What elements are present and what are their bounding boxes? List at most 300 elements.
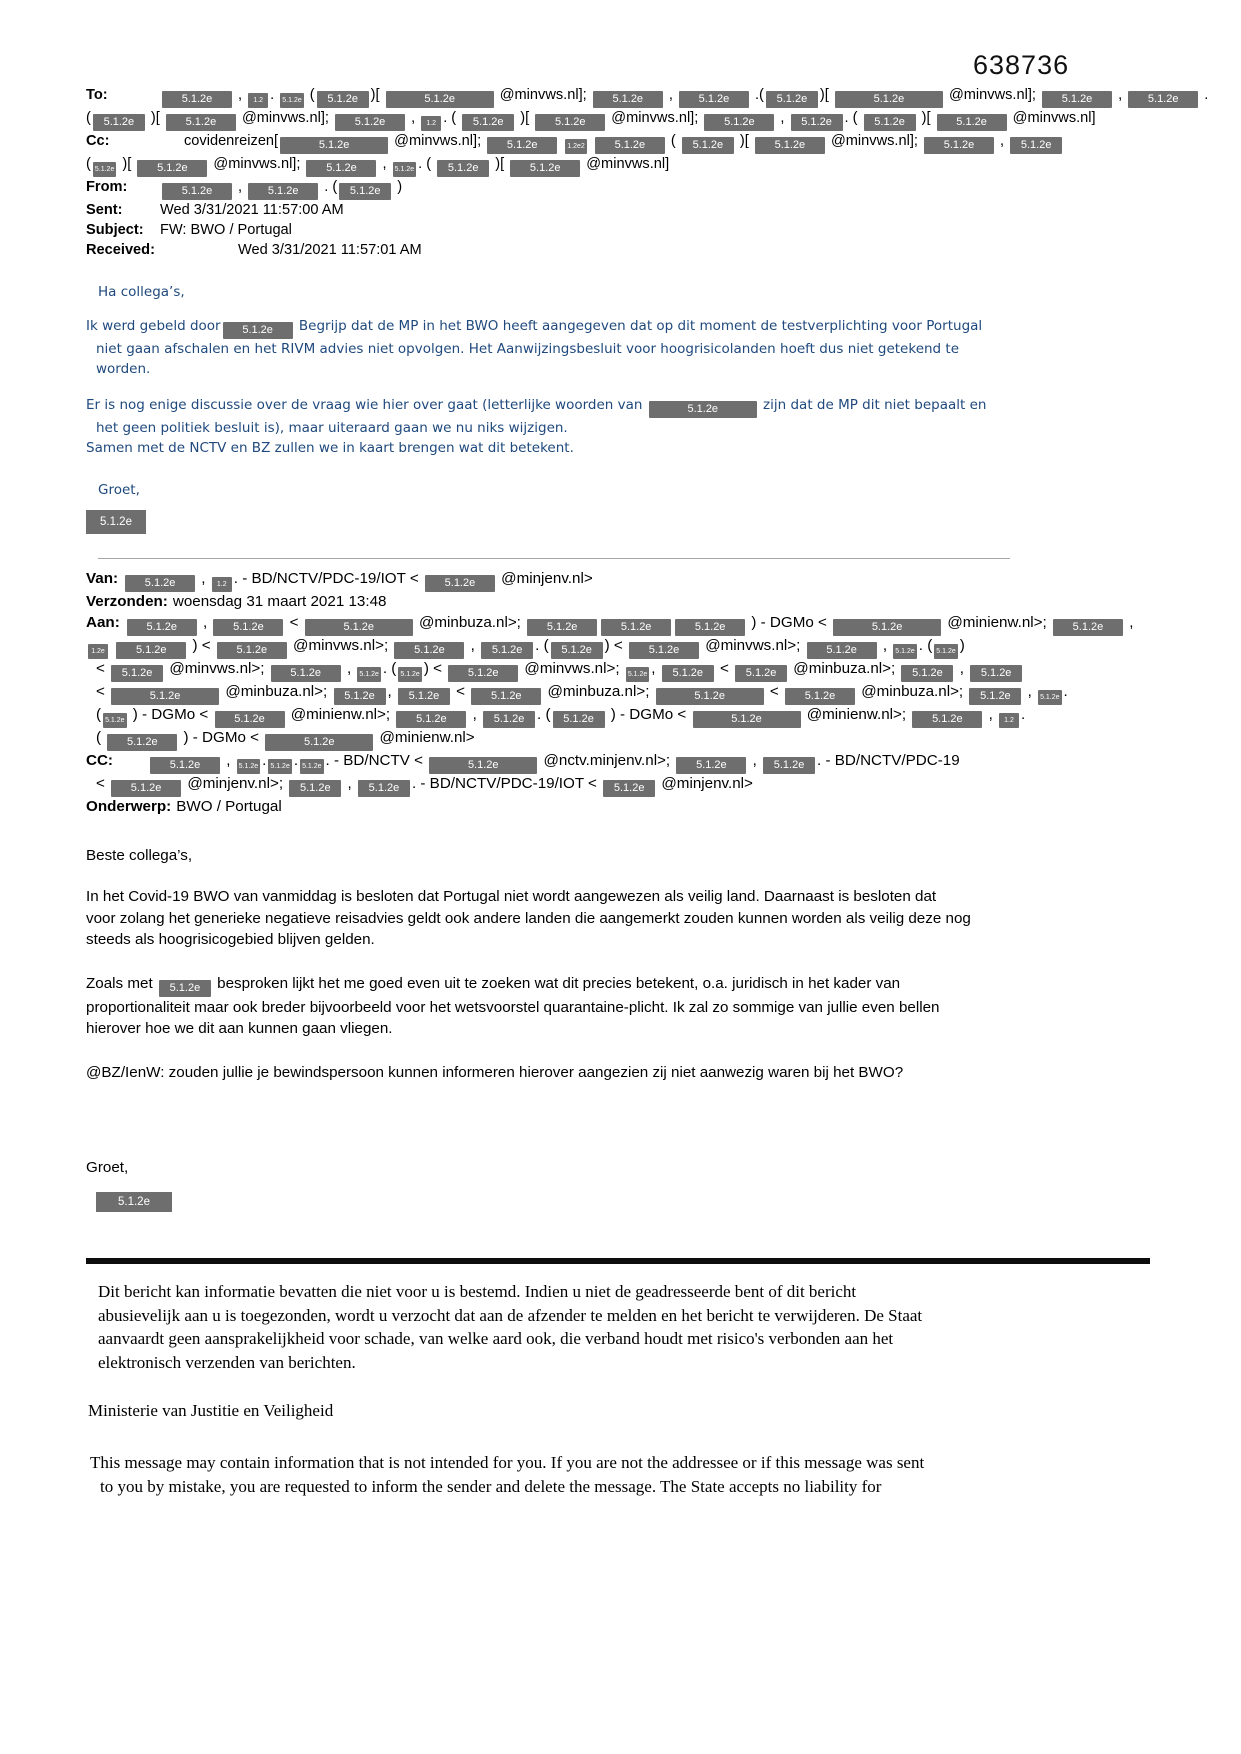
spacer — [118, 751, 148, 772]
text-run: zijn dat de MP dit niet bepaalt en — [758, 397, 987, 413]
text-run — [589, 133, 593, 149]
redaction-box: 5.1.2e — [1038, 690, 1061, 705]
header-field-label: Subject: — [86, 222, 144, 238]
text-run: , — [234, 87, 247, 103]
text-run: ) - DGMo < — [606, 705, 691, 723]
redaction-box: 5.1.2e — [969, 688, 1021, 705]
email-header-original — [86, 85, 1209, 260]
redaction-box: 5.1.2e — [271, 665, 341, 682]
redaction-box-signature: 5.1.2e — [86, 510, 146, 534]
email-body-original — [86, 284, 1166, 534]
text-run: . - BD/NCTV/PDC-19/IOT < — [233, 570, 423, 587]
text-run: ) — [959, 636, 965, 654]
text-line — [86, 1018, 1166, 1040]
text-run: FW: BWO / Portugal — [160, 222, 292, 238]
text-run: @minvws.nl]; — [390, 133, 486, 149]
text-run: . — [1063, 682, 1068, 700]
text-run: .( — [750, 87, 764, 103]
redaction-box: 5.1.2e — [735, 665, 787, 682]
text-run: )[ — [917, 110, 935, 126]
text-run: @minbuza.nl>; — [221, 682, 332, 700]
text-line — [98, 1327, 1166, 1351]
redaction-box: 5.1.2e — [317, 91, 369, 108]
text-run: ( — [86, 110, 91, 126]
text-run: )[ — [146, 110, 164, 126]
text-run: . - BD/NCTV/PDC-19 — [817, 751, 960, 769]
text-line — [86, 316, 1166, 339]
text-run: )[ — [370, 87, 384, 103]
text-line — [86, 997, 1166, 1019]
text-run: @minvws.nl] — [1008, 110, 1096, 126]
redaction-box: 5.1.2e — [111, 665, 163, 682]
text-run: @minvws.nl]; — [209, 156, 305, 172]
text-run: . - BD/NCTV < — [325, 751, 428, 769]
text-run: @minbuza.nl>; — [414, 613, 526, 631]
text-line — [86, 438, 1166, 458]
text-run: @minjenv.nl> — [496, 570, 593, 587]
text-line — [96, 728, 1166, 751]
text-line — [96, 418, 1166, 438]
text-line — [90, 1451, 1166, 1475]
text-run: , — [387, 682, 396, 700]
text-line — [96, 682, 1166, 705]
text-run: , — [1124, 613, 1134, 631]
redaction-box: 5.1.2e — [248, 183, 318, 200]
redaction-box: 5.1.2e — [280, 137, 388, 154]
redaction-box: 5.1.2e — [807, 642, 877, 659]
text-line — [96, 359, 1166, 379]
text-run: hierover hoe we dit aan kunnen gaan vliegen. — [86, 1020, 393, 1038]
redaction-box: 5.1.2e — [551, 642, 603, 659]
text-run: . — [1200, 87, 1209, 103]
text-run: . ( — [443, 110, 461, 126]
text-line — [100, 1475, 1166, 1499]
text-run: @minienw.nl>; — [943, 613, 1051, 631]
header-field-label: Van: — [86, 570, 119, 587]
text-run: . — [270, 87, 279, 103]
text-line — [86, 751, 1166, 774]
redaction-box: 5.1.2e — [127, 619, 197, 636]
redaction-box: 5.1.2e — [358, 780, 410, 797]
ministry-name: Ministerie van Justitie en Veiligheid — [88, 1401, 334, 1421]
email-body-quoted — [86, 847, 1166, 1212]
redaction-box: 5.1.2e — [675, 619, 745, 636]
redaction-box: 5.1.2e — [393, 162, 416, 177]
redaction-box: 5.1.2e — [901, 665, 953, 682]
text-run: < — [715, 659, 734, 677]
text-run: , — [664, 87, 677, 103]
redaction-box: 5.1.2e — [471, 688, 541, 705]
redaction-box: 5.1.2e — [448, 665, 518, 682]
text-run: )[ — [491, 156, 509, 172]
redaction-box: 5.1.2e — [437, 160, 489, 177]
redaction-box: 5.1.2e — [601, 619, 671, 636]
header-field-label: From: — [86, 179, 128, 195]
redaction-box: 1.2 — [999, 713, 1019, 728]
text-run: ) - DGMo < — [128, 705, 213, 723]
text-run: . - BD/NCTV/PDC-19/IOT < — [411, 774, 602, 792]
text-run: . ( — [535, 636, 549, 654]
text-run: < — [765, 682, 783, 700]
text-run: ( — [86, 156, 91, 172]
redaction-box: 5.1.2e — [864, 114, 916, 131]
text-run: ( — [96, 705, 102, 723]
text-run: @minvws.nl>; — [520, 659, 624, 677]
redaction-box: 5.1.2e — [937, 114, 1007, 131]
text-line — [96, 774, 1166, 797]
redaction-box: 5.1.2e — [755, 137, 825, 154]
text-line — [86, 131, 1166, 154]
text-run: , — [996, 133, 1009, 149]
text-run: , — [748, 751, 762, 769]
text-run: )[ — [516, 110, 534, 126]
text-run: Ik werd gebeld door — [86, 318, 221, 334]
text-run: @minjenv.nl>; — [183, 774, 288, 792]
text-run: In het Covid-19 BWO van vanmiddag is besloten dat Portugal niet wordt aangewezen als veilig land. Daarnaast is besloten dat — [86, 888, 937, 906]
redaction-box: 5.1.2e — [398, 667, 421, 682]
paragraph — [86, 886, 1166, 951]
redaction-box: 1.2 — [212, 577, 232, 592]
text-line — [86, 908, 1166, 930]
text-line — [98, 1280, 1166, 1304]
redaction-box: 5.1.2e — [116, 642, 186, 659]
redaction-box: 5.1.2e — [334, 688, 386, 705]
email-header-quoted — [86, 569, 1166, 817]
text-run: , — [1023, 682, 1037, 700]
text-run: @minvws.nl>; — [165, 659, 269, 677]
redaction-box: 5.1.2e — [217, 642, 287, 659]
redaction-box: 5.1.2e — [103, 713, 126, 728]
text-run: @minbuza.nl>; — [856, 682, 968, 700]
redaction-box: 5.1.2e — [535, 114, 605, 131]
redaction-box: 5.1.2e — [125, 575, 195, 592]
redaction-box: 1.2e — [88, 644, 108, 659]
text-run: abusievelijk aan u is toegezonden, wordt u verzocht dat aan de afzender te melden en het bericht te verwijderen. De Staat — [98, 1305, 923, 1325]
text-run: Begrijp dat de MP in het BWO heeft aangegeven dat op dit moment de testverplichting voor Portugal — [294, 318, 983, 334]
text-run: proportionaliteit maar ook breder bijvoorbeeld voor het wetsvoorstel quarantaine-plicht. Ik zal zo sommige van jullie even bellen — [86, 998, 940, 1016]
redaction-box: 5.1.2e — [289, 780, 341, 797]
redaction-box: 1.2 — [248, 93, 268, 108]
text-line — [86, 395, 1166, 418]
header-field-label: Sent: — [86, 202, 123, 218]
redaction-box: 5.1.2e — [93, 162, 116, 177]
text-run: @minvws.nl]; — [826, 133, 922, 149]
redaction-box: 5.1.2e — [626, 667, 649, 682]
text-run: , — [407, 110, 420, 126]
text-run: ( — [305, 87, 315, 103]
paragraph — [86, 973, 1166, 1040]
redaction-box: 5.1.2e — [553, 711, 605, 728]
redaction-box: 5.1.2e — [335, 114, 405, 131]
redaction-box: 5.1.2e — [137, 160, 207, 177]
text-run: @minvws.nl>; — [288, 636, 393, 654]
text-run: < — [96, 774, 110, 792]
redaction-box-signature: 5.1.2e — [96, 1192, 172, 1212]
redaction-box: 5.1.2e — [656, 688, 764, 705]
text-run: , — [198, 613, 212, 631]
redaction-box: 5.1.2e — [629, 642, 699, 659]
redaction-box: 5.1.2e — [305, 619, 413, 636]
text-run: ) — [393, 179, 403, 195]
redaction-box: 5.1.2e — [483, 711, 535, 728]
redaction-box: 5.1.2e — [510, 160, 580, 177]
text-run: worden. — [96, 361, 151, 377]
text-line — [86, 636, 1166, 659]
header-field-label: Received: — [86, 242, 155, 258]
redaction-box: 5.1.2e — [306, 160, 376, 177]
text-run: < — [96, 659, 110, 677]
redaction-box: 5.1.2e — [213, 619, 283, 636]
text-run: . — [1021, 705, 1026, 723]
paragraph — [86, 395, 1166, 458]
disclaimer-english — [86, 1451, 1166, 1498]
text-run: , — [468, 705, 482, 723]
redaction-box: 5.1.2e — [398, 688, 450, 705]
text-run: , — [651, 659, 660, 677]
text-run: < — [451, 682, 470, 700]
text-run: . ( — [918, 636, 933, 654]
text-run: @nctv.minjenv.nl>; — [539, 751, 675, 769]
redaction-box: 5.1.2e — [833, 619, 941, 636]
redaction-box: 5.1.2e — [386, 91, 494, 108]
text-run — [559, 133, 563, 149]
redaction-box: 5.1.2e — [649, 401, 757, 418]
text-run: ) < — [423, 659, 447, 677]
spacer — [160, 240, 238, 260]
text-run: , — [222, 751, 235, 769]
redaction-box: 5.1.2e — [487, 137, 557, 154]
text-line — [86, 613, 1166, 636]
redaction-box: 5.1.2e — [268, 759, 291, 774]
text-run: BWO / Portugal — [176, 797, 282, 815]
text-run: , — [1114, 87, 1127, 103]
redaction-box: 5.1.2e — [527, 619, 597, 636]
redaction-box: 5.1.2e — [150, 757, 220, 774]
text-run: steeds als hoogrisicogebied blijven gelden. — [86, 931, 375, 949]
text-line — [86, 797, 1166, 818]
text-run: Dit bericht kan informatie bevatten die niet voor u is bestemd. Indien u niet de geadresseerde bent of dit bericht — [98, 1282, 857, 1302]
redaction-box: 5.1.2e — [593, 91, 663, 108]
greeting-text: Ha collega’s, — [98, 284, 185, 300]
redaction-box: 5.1.2e — [595, 137, 665, 154]
header-field-label: Cc: — [86, 133, 110, 149]
text-line — [96, 339, 1166, 359]
header-field-label: CC: — [86, 751, 113, 769]
header-field-label: Verzonden: — [86, 593, 168, 610]
redaction-box: 5.1.2e — [934, 644, 957, 659]
disclaimer-dutch — [86, 1280, 1166, 1374]
text-run: )[ — [819, 87, 833, 103]
redaction-box: 5.1.2e — [280, 93, 303, 108]
text-run: )[ — [118, 156, 136, 172]
text-run: ) - DGMo < — [179, 728, 264, 746]
redaction-box: 5.1.2e — [111, 780, 181, 797]
redaction-box: 5.1.2e — [603, 780, 655, 797]
redaction-box: 5.1.2e — [1053, 619, 1123, 636]
text-run: . ( — [418, 156, 436, 172]
text-run: @minienw.nl>; — [286, 705, 395, 723]
text-line — [86, 1062, 1166, 1084]
redaction-box: 5.1.2e — [394, 642, 464, 659]
redaction-box: 5.1.2e — [223, 322, 293, 339]
text-line — [86, 569, 1166, 592]
text-run: @minbuza.nl>; — [543, 682, 654, 700]
text-run: ) < — [604, 636, 627, 654]
text-line — [98, 1304, 1166, 1328]
text-line — [96, 659, 1166, 682]
text-run: , — [343, 774, 356, 792]
text-line — [86, 592, 1166, 613]
text-run: aanvaardt geen aansprakelijkheid voor schade, van welke aard ook, die verband houdt met risico's verbonden aan het — [98, 1329, 894, 1349]
text-line — [86, 929, 1166, 951]
document-content — [86, 0, 1209, 1498]
text-line — [86, 200, 1166, 220]
text-run: Wed 3/31/2021 11:57:00 AM — [160, 202, 344, 218]
redaction-box: 5.1.2e — [481, 642, 533, 659]
text-line — [86, 85, 1209, 108]
text-run: Zoals met — [86, 974, 157, 992]
text-run: @minienw.nl> — [375, 728, 475, 746]
spacer — [160, 131, 184, 151]
text-run: , — [878, 636, 892, 654]
text-line — [86, 177, 1166, 200]
text-run: , — [342, 659, 356, 677]
redaction-box: 5.1.2e — [166, 114, 236, 131]
redaction-box: 5.1.2e — [339, 183, 391, 200]
text-run: . ( — [382, 659, 397, 677]
separator-line — [98, 558, 1010, 559]
redaction-box: 5.1.2e — [662, 665, 714, 682]
redaction-box: 5.1.2e — [693, 711, 801, 728]
text-line — [96, 705, 1166, 728]
redaction-box: 5.1.2e — [162, 183, 232, 200]
redaction-box: 5.1.2e — [93, 114, 145, 131]
text-run: elektronisch verzenden van berichten. — [98, 1352, 356, 1372]
text-line — [86, 886, 1166, 908]
text-run: to you by mistake, you are requested to inform the sender and delete the message. The State accepts no liability for — [100, 1476, 882, 1496]
text-run: . — [262, 751, 267, 769]
text-line — [86, 973, 1166, 997]
text-run: < — [96, 682, 110, 700]
text-run: @minvws.nl>; — [701, 636, 805, 654]
redaction-box: 5.1.2e — [912, 711, 982, 728]
redaction-box: 5.1.2e — [265, 734, 373, 751]
text-run: . ( — [537, 705, 551, 723]
text-run: ) < — [188, 636, 215, 654]
text-run: @minvws.nl]; — [944, 87, 1041, 103]
redaction-box: 1.2e2 — [565, 139, 587, 154]
redaction-box: 5.1.2e — [159, 980, 211, 997]
header-field-label: To: — [86, 87, 108, 103]
redaction-box: 5.1.2e — [893, 644, 916, 659]
closing-text: Groet, — [86, 1159, 129, 1177]
text-run: ( — [666, 133, 680, 149]
header-field-label: Aan: — [86, 613, 120, 631]
redaction-box: 5.1.2e — [1042, 91, 1112, 108]
redaction-box: 5.1.2e — [107, 734, 177, 751]
redaction-box: 5.1.2e — [425, 575, 495, 592]
text-run: @minienw.nl>; — [802, 705, 911, 723]
redaction-box: 5.1.2e — [396, 711, 466, 728]
greeting-text: Beste collega’s, — [86, 847, 193, 865]
text-run: , — [234, 179, 247, 195]
footer-divider-bar — [86, 1258, 1150, 1264]
text-run: . ( — [844, 110, 862, 126]
text-line — [86, 108, 1166, 131]
text-run: , — [466, 636, 480, 654]
redaction-box: 5.1.2e — [763, 757, 815, 774]
text-run: @minvws.nl]; — [495, 87, 591, 103]
text-run: , — [955, 659, 969, 677]
redaction-box: 5.1.2e — [357, 667, 380, 682]
redaction-box: 5.1.2e — [704, 114, 774, 131]
text-run: woensdag 31 maart 2021 13:48 — [172, 593, 387, 610]
text-run: , — [378, 156, 391, 172]
footer-disclaimers — [86, 1280, 1166, 1498]
redaction-box: 5.1.2e — [791, 114, 843, 131]
paragraph — [86, 1062, 1166, 1084]
closing-text: Groet, — [98, 482, 140, 498]
redaction-box: 5.1.2e — [835, 91, 943, 108]
text-line — [86, 154, 1166, 177]
text-run: , — [776, 110, 789, 126]
text-line — [98, 1351, 1166, 1375]
redaction-box: 5.1.2e — [682, 137, 734, 154]
text-run: This message may contain information that is not intended for you. If you are not the addressee or if this message was sent — [90, 1453, 925, 1473]
text-run: . ( — [320, 179, 338, 195]
text-line — [86, 240, 1166, 260]
text-run: het geen politiek besluit is), maar uiteraard gaan we nu niks wijzigen. — [96, 420, 568, 436]
text-run: niet gaan afschalen en het RIVM advies niet opvolgen. Het Aanwijzingsbesluit voor hoogrisicolanden hoeft dus niet getekend te — [96, 341, 960, 357]
text-run: @minvws.nl] — [582, 156, 670, 172]
text-run: Wed 3/31/2021 11:57:01 AM — [238, 242, 422, 258]
text-run: @minvws.nl]; — [237, 110, 334, 126]
redaction-box: 1.2 — [421, 116, 441, 131]
redaction-box: 5.1.2e — [462, 114, 514, 131]
text-run: Samen met de NCTV en BZ zullen we in kaart brengen wat dit betekent. — [86, 440, 574, 456]
text-line — [86, 220, 1166, 240]
header-field-label: Onderwerp: — [86, 797, 172, 815]
redaction-box: 5.1.2e — [679, 91, 749, 108]
redaction-box: 5.1.2e — [1010, 137, 1062, 154]
text-run: @minjenv.nl> — [657, 774, 753, 792]
redaction-box: 5.1.2e — [429, 757, 537, 774]
text-run: @BZ/IenW: zouden jullie je bewindspersoon kunnen informeren hierover aangezien zij niet aanwezig waren bij het BWO? — [86, 1063, 904, 1081]
redaction-box: 5.1.2e — [924, 137, 994, 154]
text-run — [110, 637, 114, 654]
text-run: < — [285, 613, 303, 631]
text-run: ) - DGMo < — [747, 613, 832, 631]
document-number: 638736 — [973, 50, 1070, 80]
text-run: covidenreizen[ — [184, 133, 279, 149]
redaction-box: 5.1.2e — [215, 711, 285, 728]
redaction-box: 5.1.2e — [676, 757, 746, 774]
text-run: @minbuza.nl>; — [789, 659, 900, 677]
redaction-box: 5.1.2e — [300, 759, 323, 774]
text-run: , — [197, 570, 210, 587]
text-run: Er is nog enige discussie over de vraag wie hier over gaat (letterlijke woorden van — [86, 397, 647, 413]
text-run: , — [984, 705, 998, 723]
paragraph — [86, 316, 1166, 379]
redaction-box: 5.1.2e — [162, 91, 232, 108]
text-run: @minvws.nl]; — [607, 110, 703, 126]
redaction-box: 5.1.2e — [970, 665, 1022, 682]
redaction-box: 5.1.2e — [1128, 91, 1198, 108]
text-run: )[ — [735, 133, 753, 149]
redaction-box: 5.1.2e — [111, 688, 219, 705]
text-run: . — [293, 751, 299, 769]
redaction-box: 5.1.2e — [766, 91, 818, 108]
